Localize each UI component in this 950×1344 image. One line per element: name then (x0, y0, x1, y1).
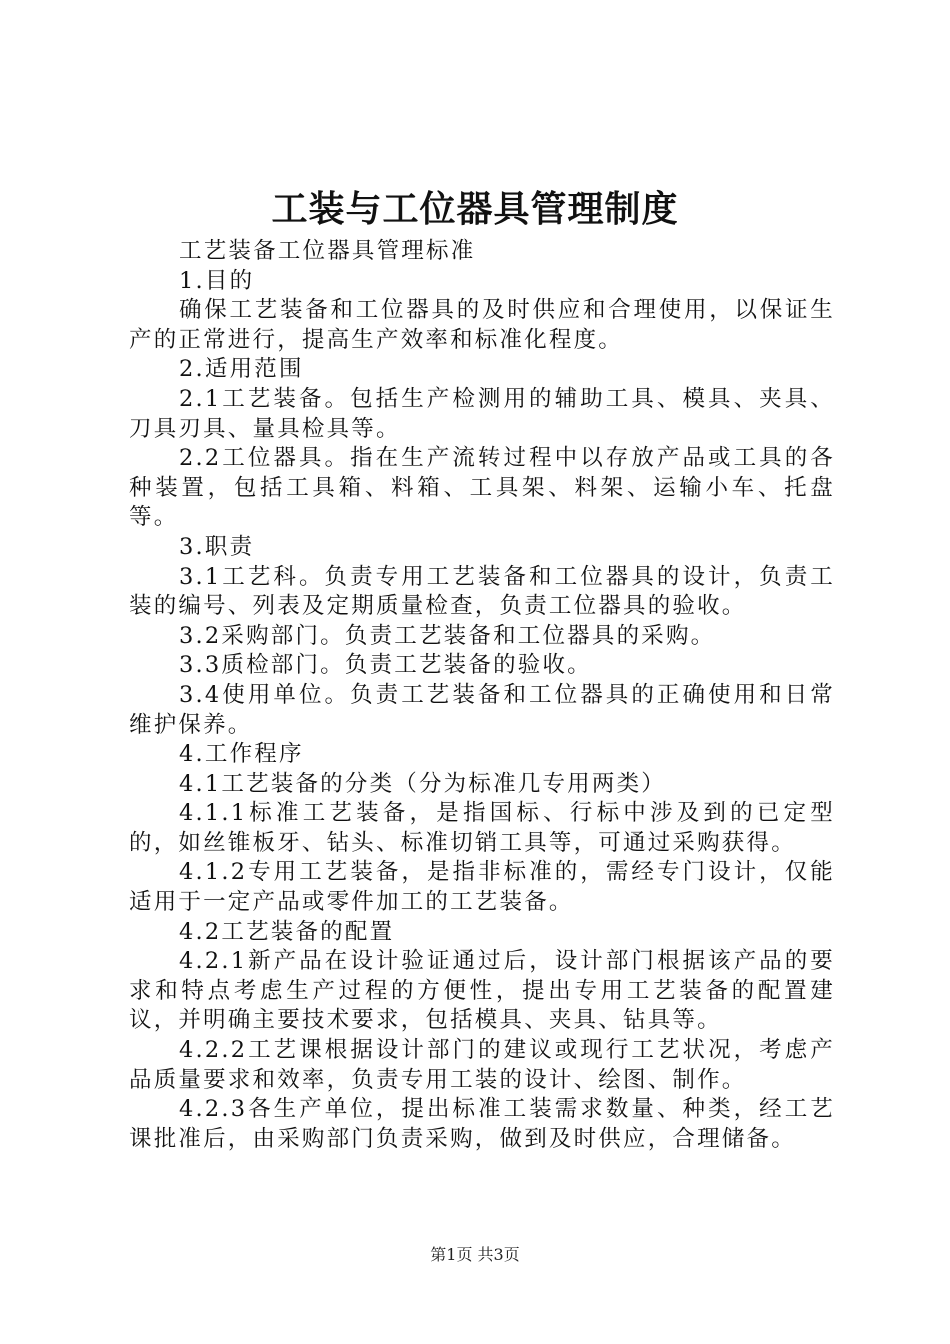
subsection-heading: 4.1工艺装备的分类（分为标准几专用两类） (179, 770, 666, 797)
paragraph: 3.3质检部门。负责工艺装备的验收。 (179, 652, 592, 679)
paragraph: 4.1.2专用工艺装备，是指非标准的，需经专门设计，仅能适用于一定产品或零件加工的工艺装备。 (129, 859, 835, 916)
paragraph: 4.1.1标准工艺装备，是指国标、行标中涉及到的已定型的，如丝锥板牙、钻头、标准切销工具等，可通过采购获得。 (129, 800, 835, 856)
paragraph: 2.1工艺装备。包括生产检测用的辅助工具、模具、夹具、刀具刃具、量具检具等。 (129, 385, 835, 442)
paragraph: 4.2.1新产品在设计验证通过后，设计部门根据该产品的要求和特点考虑生产过程的方便性，提出专用工艺装备的配置建议，并明确主要技术要求，包括模具、夹具、钻具等。 (129, 948, 835, 1034)
paragraph: 3.2采购部门。负责工艺装备和工位器具的采购。 (179, 622, 716, 649)
paragraph: 4.2.3各生产单位，提出标准工装需求数量、种类，经工艺课批准后，由采购部门负责采购，做到及时供应，合理储备。 (129, 1096, 835, 1152)
document-body (129, 237, 835, 1154)
page-footer: 第1页 共3页 (430, 1245, 520, 1264)
paragraph: 2.2工位器具。指在生产流转过程中以存放产品或工具的各种装置，包括工具箱、料箱、工具架、料架、运输小车、托盘等。 (129, 445, 835, 531)
document-title: 工装与工位器具管理制度 (271, 188, 679, 230)
section-heading: 1.目的 (179, 267, 255, 294)
section-heading: 4.工作程序 (179, 741, 304, 768)
section-heading: 3.职责 (179, 533, 255, 560)
paragraph: 3.4使用单位。负责工艺装备和工位器具的正确使用和日常维护保养。 (129, 681, 835, 738)
paragraph: 4.2.2工艺课根据设计部门的建议或现行工艺状况，考虑产品质量要求和效率，负责专用工装的设计、绘图、制作。 (129, 1037, 835, 1093)
subsection-heading: 4.2工艺装备的配置 (179, 918, 395, 945)
section-heading: 2.适用范围 (179, 356, 304, 383)
paragraph: 3.1工艺科。负责专用工艺装备和工位器具的设计，负责工装的编号、列表及定期质量检查，负责工位器具的验收。 (129, 563, 835, 620)
paragraph: 工艺装备工位器具管理标准 (179, 238, 476, 264)
paragraph: 确保工艺装备和工位器具的及时供应和合理使用，以保证生产的正常进行，提高生产效率和标准化程度。 (129, 297, 835, 353)
